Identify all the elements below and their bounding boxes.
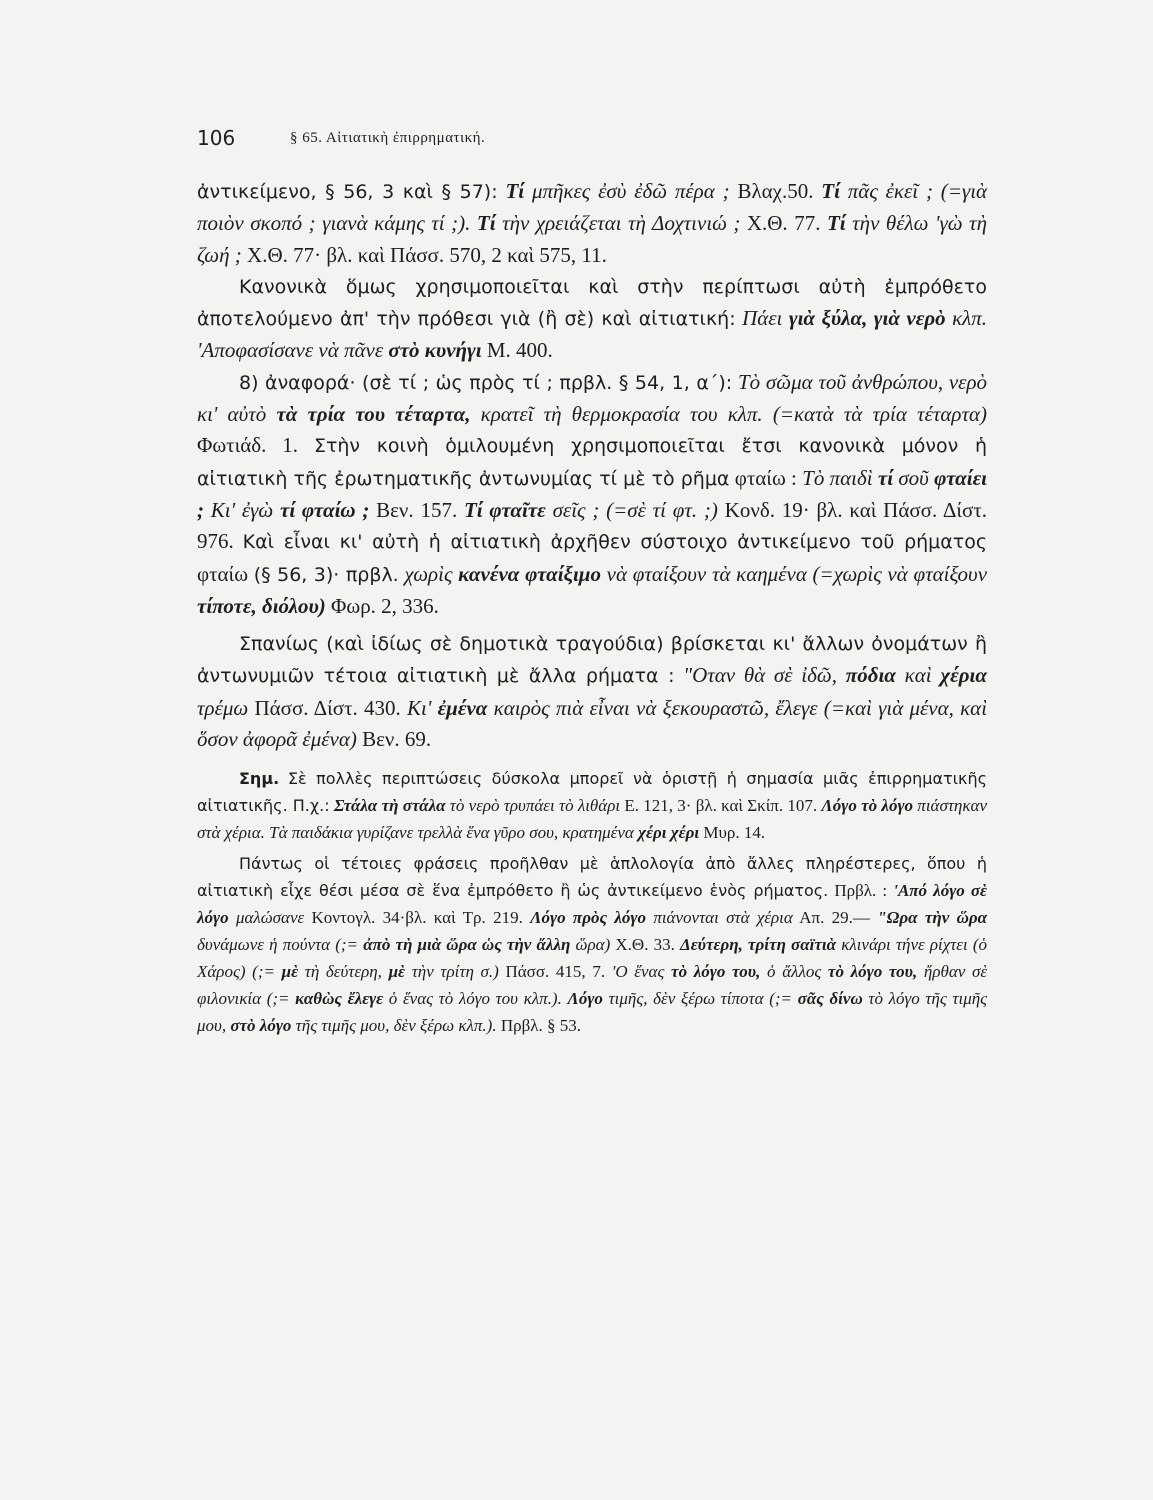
text-span: Κανονικὰ ὅμως χρησιμοποιεῖται καὶ στὴν περίπτωσι αὐτὴ ἐμπρόθετο ἀποτελούμενο ἀπ' τὴν πρόθεσι γιὰ (ἢ σὲ) καὶ αἰτιατική:: [197, 275, 987, 331]
italic-span: σεῖς ; (=σὲ τί φτ. ;): [552, 497, 718, 522]
bold-italic-span: 'Από λόγο σὲ λόγο: [197, 881, 988, 928]
bold-italic-span: φταίει ;: [197, 465, 988, 522]
bold-italic-span: Στάλα τὴ στάλα: [333, 796, 446, 816]
bold-italic-span: Τί: [476, 211, 496, 236]
italic-span: Τὸ σῶμα τοῦ ἀνθρώπου, νερὸ κι' αὐτὸ: [197, 369, 988, 427]
bold-italic-span: πόδια: [845, 663, 896, 688]
bold-italic-span: τὸ λόγο του,: [671, 962, 761, 982]
text-span: Βλαχ.50.: [737, 179, 814, 203]
italic-span: τὴν χρειάζεται τὴ Δοχτινιώ ;: [502, 211, 741, 236]
text-span: Βεν. 69.: [362, 727, 432, 752]
text-span: Σπανίως (καὶ ἰδίως σὲ δημοτικὰ τραγούδια) βρίσκεται κι' ἄλλων ὀνομάτων ἢ ἀντωνυμιῶν τέτοια αἰτιατικὴ μὲ ἄλλα ρήματα :: [197, 633, 987, 688]
bold-italic-span: μὲ: [388, 962, 406, 982]
italic-span: κρατημένα: [562, 823, 634, 843]
italic-span: Κι': [406, 695, 432, 720]
bold-italic-span: γιὰ ξύλα, γιὰ νερὸ: [788, 306, 946, 331]
italic-span: τρέμω: [197, 695, 249, 720]
italic-span: 'Ο ἕνας: [611, 962, 665, 982]
text-span: Φωτιάδ. 1.: [197, 433, 299, 458]
italic-span: τὴν θέλω 'γὼ τὴ ζωή ;: [197, 211, 987, 267]
italic-span: κλπ. 'Αποφασίσανε νὰ πᾶνε: [197, 306, 988, 363]
text-span: Πάσσ. Δίστ. 430.: [254, 695, 401, 720]
text-span: Χ.Θ. 77· βλ. καὶ Πάσσ. 570, 2 καὶ 575, 11.: [247, 242, 607, 267]
italic-span: ὁ ἄλλος: [767, 962, 822, 982]
bold-italic-span: ἀπὸ τὴ μιὰ ὥρα ὡς τὴν ἄλλη: [363, 935, 571, 955]
italic-span: Κι' ἐγὼ: [210, 497, 274, 522]
text-span: Κονδ. 19· βλ. καὶ Πάσσ. Δίστ. 976.: [197, 497, 988, 554]
bold-italic-span: Λόγο τὸ λόγο: [821, 796, 914, 816]
bold-italic-span: Λόγο: [567, 989, 603, 1009]
text-span: 8) ἀναφορά· (σὲ τί ; ὡς πρὸς τί ; πρβλ. § 54, 1, α΄):: [239, 371, 733, 394]
text-span: Πρβλ. :: [834, 881, 888, 901]
bold-italic-span: ἐμένα: [437, 695, 488, 720]
paragraph-2: [197, 271, 987, 367]
text-span: (§ 56, 3)· πρβλ.: [253, 563, 399, 586]
italic-span: πιάστηκαν στὰ χέρια.: [197, 796, 987, 843]
text-span: Πρβλ. § 53.: [500, 1016, 581, 1036]
italic-span: τιμῆς, δὲν ξέρω τίποτα (;=: [608, 989, 793, 1009]
text-span: φταίω: [197, 561, 249, 586]
bold-italic-span: τίποτε, διόλου): [197, 593, 326, 618]
body-text: [197, 176, 987, 1039]
italic-span: ὁ ἕνας τὸ λόγο του κλπ.).: [388, 989, 562, 1009]
bold-italic-span: κανένα φταίξιμο: [458, 561, 601, 586]
bold-italic-span: στὸ λόγο: [230, 1016, 292, 1036]
bold-italic-span: στὸ κυνήγι: [388, 338, 482, 363]
text-span: Βεν. 157.: [376, 497, 458, 522]
bold-italic-span: τὸ λόγο του,: [827, 962, 918, 982]
bold-italic-span: τί: [877, 465, 894, 490]
text-span: Πάσσ. 415, 7.: [505, 962, 606, 982]
text-span: ἀντικείμενο, § 56, 3 καὶ § 57):: [197, 181, 498, 203]
italic-span: ἤρθαν σὲ φιλονικία (;=: [197, 962, 988, 1009]
bold-italic-span: χέρια: [940, 663, 988, 688]
bold-italic-span: Τί: [826, 211, 846, 236]
bold-italic-span: Τί: [505, 179, 525, 203]
text-span: Ε. 121, 3· βλ. καὶ Σκίπ. 107.: [624, 796, 818, 816]
text-span: Κοντογλ. 34·βλ. καὶ Τρ. 219.: [311, 908, 523, 928]
text-span: Πάντως οἱ τέτοιες φράσεις προῆλθαν μὲ ἁπλολογία ἀπὸ ἄλλες πληρέστερες, ὅπου ἡ αἰτιατικὴ εἶχε θέσι μέσα σὲ ἕνα ἐμπρόθετο ἢ ὡς ἀντικείμενο ἑνὸς ρήματος.: [197, 854, 987, 901]
italic-span: μαλώσανε: [235, 908, 305, 928]
paragraph-4: [197, 628, 987, 755]
italic-span: τὸ νερὸ τρυπάει τὸ λιθάρι: [449, 796, 621, 816]
italic-span: κλινάρι τήνε ρίχτει (ὁ Χάρος) (;=: [197, 935, 988, 982]
section-title: § 65. Αἰτιατικὴ ἐπιρρηματική.: [290, 130, 486, 146]
paragraph-1: [197, 176, 987, 271]
note-paragraph: [197, 765, 987, 846]
italic-span: "Οταν θὰ σὲ ἰδῶ,: [683, 663, 837, 688]
italic-span: σοῦ: [898, 465, 929, 490]
italic-span: δυνάμωνε ἡ πούντα (;=: [197, 935, 359, 955]
text-span: Μ. 400.: [486, 338, 553, 363]
bold-italic-span: τί φταίω ;: [280, 497, 370, 522]
text-span: Χ.Θ. 77.: [746, 211, 821, 236]
page-number: 106: [197, 126, 236, 150]
italic-span: καιρὸς πιὰ εἶναι νὰ ξεκουραστῶ, ἔλεγε (=καὶ γιὰ μένα, καὶ ὅσον ἀφορᾶ ἐμένα): [197, 695, 988, 752]
italic-span: ὥρα): [575, 935, 611, 955]
text-span: Φωρ. 2, 336.: [331, 593, 439, 618]
italic-span: καὶ: [904, 663, 932, 688]
italic-span: τὸ λόγο τῆς τιμῆς μου,: [197, 989, 988, 1036]
italic-span: τὴν τρίτη σ.): [411, 962, 499, 982]
bold-italic-span: σᾶς δίνω: [797, 989, 863, 1009]
bold-italic-span: "Ωρα τὴν ὥρα: [877, 908, 988, 928]
text-span: Καὶ εἶναι κι' αὐτὴ ἡ αἰτιατικὴ ἀρχῆθεν σύστοιχο ἀντικείμενο τοῦ ρήματος: [242, 531, 988, 554]
bold-italic-span: τὰ τρία του τέταρτα,: [276, 402, 471, 427]
bold-italic-span: μὲ: [281, 962, 299, 982]
italic-span: πᾶς ἐκεῖ ; (=γιὰ ποιὸν σκοπό ; γιανὰ κάμης τί ;).: [197, 179, 988, 236]
bold-italic-span: καθὼς ἔλεγε: [295, 989, 384, 1009]
bold-italic-span: Τί φταῖτε: [463, 497, 546, 522]
note-label: Σημ.: [239, 769, 280, 789]
text-span: Σὲ πολλὲς περιπτώσεις δύσκολα μπορεῖ νὰ ὁριστῇ ἡ σημασία μιᾶς ἐπιρρηματικῆς αἰτιατικῆς. Π.χ.:: [197, 769, 987, 816]
text-span: Χ.Θ. 33.: [615, 935, 675, 955]
text-span: Απ. 29.—: [799, 908, 870, 928]
italic-span: πιάνονται στὰ χέρια: [653, 908, 793, 928]
italic-span: τῆς τιμῆς μου, δὲν ξέρω κλπ.).: [295, 1016, 497, 1036]
paragraph-5: [197, 850, 987, 1039]
bold-italic-span: Δεύτερη, τρίτη σαϊτιὰ: [680, 935, 837, 955]
italic-span: μπῆκες ἐσὺ ἐδῶ πέρα ;: [531, 179, 730, 203]
italic-span: κρατεῖ τὴ θερμοκρασία του κλπ. (=κατὰ τὰ τρία τέταρτα): [480, 402, 988, 427]
italic-span: Τὸ παιδὶ: [802, 465, 873, 490]
italic-span: τὴ δεύτερη,: [304, 962, 382, 982]
italic-span: Πάει: [742, 306, 783, 331]
text-span: Στὴν κοινὴ ὁμιλουμένη χρησιμοποιεῖται ἔτσι κανονικὰ μόνον ἡ αἰτιατικὴ τῆς ἐρωτηματικῆς ἀντωνυμίας τί μὲ τὸ ρῆμα: [197, 435, 987, 490]
running-head: [197, 126, 997, 156]
paragraph-3: [197, 367, 987, 622]
bold-italic-span: Τί: [821, 179, 840, 203]
text-span: φταίω :: [734, 465, 797, 490]
italic-span: χωρὶς: [404, 561, 453, 586]
bold-italic-span: χέρι χέρι: [638, 823, 700, 843]
text-span: Μυρ. 14.: [703, 823, 766, 843]
bold-italic-span: Λόγο πρὸς λόγο: [530, 908, 646, 928]
italic-span: νὰ φταίξουν τὰ καημένα (=χωρὶς νὰ φταίξουν: [606, 561, 988, 586]
italic-span: Τὰ παιδάκια γυρίζανε τρελλὰ ἕνα γῦρο σου,: [269, 823, 559, 843]
